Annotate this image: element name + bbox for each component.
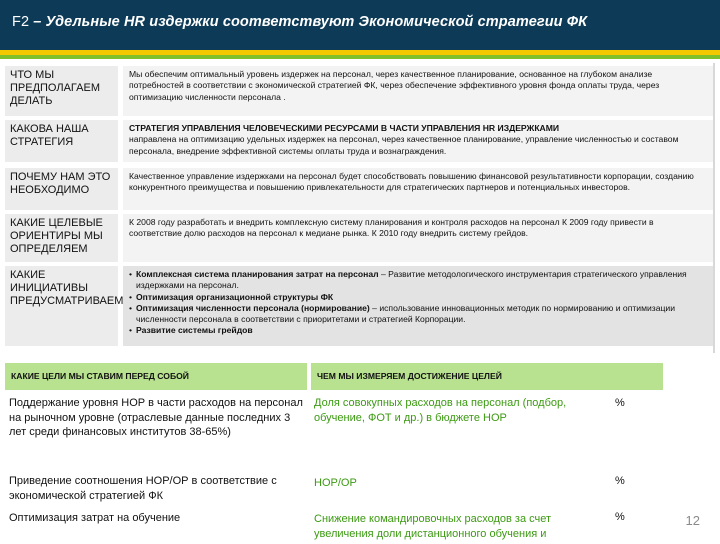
row-answer-block	[123, 120, 713, 162]
bullet-bold: Развитие системы грейдов	[136, 325, 253, 336]
bullet-bold: Оптимизация организационной структуры ФК	[136, 291, 334, 302]
table-header-goals: КАКИЕ ЦЕЛИ МЫ СТАВИМ ПЕРЕД СОБОЙ	[5, 363, 307, 390]
row-answer-heading: СТРАТЕГИЯ УПРАВЛЕНИЯ ЧЕЛОВЕЧЕСКИМИ РЕСУРСАМИ В ЧАСТИ УПРАВЛЕНИЯ HR ИЗДЕРЖКАМИ	[129, 123, 560, 133]
row-question: ПОЧЕМУ НАМ ЭТО НЕОБХОДИМО	[5, 168, 118, 210]
bullet-bold: Комплексная система планирования затрат на персонал	[136, 269, 379, 279]
slide-title	[12, 14, 587, 30]
table-cell-unit: %	[615, 511, 625, 523]
table-cell-unit: %	[615, 475, 625, 487]
table-header-measures: ЧЕМ МЫ ИЗМЕРЯЕМ ДОСТИЖЕНИЕ ЦЕЛЕЙ	[311, 363, 663, 390]
row-question: КАКИЕ ИНИЦИАТИВЫ ПРЕДУСМАТРИВАЕМ	[5, 266, 118, 346]
list-item	[129, 269, 707, 292]
table-cell-measure: НОР/ОР	[314, 477, 357, 489]
row-initiatives	[5, 266, 713, 346]
slide-title-text: – Удельные HR издержки соответствуют Экономической стратегии ФК	[29, 14, 588, 30]
row-answer: К 2008 году разработать и внедрить комплексную систему планирования и контроля расходов на персонал К 2009 году привести в соответствие долю расходов на персонал к медиане рынка. К 2010 году внедрить систему грейдов.	[123, 214, 713, 262]
bullet-text: – Развитие методологического инструментария стратегического управления издержками на персонал.	[136, 269, 687, 291]
row-question: КАКИЕ ЦЕЛЕВЫЕ ОРИЕНТИРЫ МЫ ОПРЕДЕЛЯЕМ	[5, 214, 118, 262]
row-what	[5, 66, 713, 116]
list-item	[129, 303, 707, 326]
row-answer: направлена на оптимизацию удельных издержек на персонал, через качественное планирование, управление численностью и составом персонала, внедрение эффективной системы оплаты труда и вознаграждения.	[129, 134, 679, 156]
table-cell-measure: Снижение командировочных расходов за счет увеличения доли дистанционного обучения и	[314, 513, 552, 540]
bullet-text: – использование инновационных методик по нормированию и оптимизации численности персонала в соответствии с приоритетами и стратегией Корпорации.	[136, 302, 676, 325]
row-answer: Качественное управление издержками на персонал будет способствовать повышению финансовой результативности корпорации, созданию конкурентного преимущества и повышению привлекательности для стратегических партнеров и потенциальных инвесторов.	[123, 168, 713, 210]
table-cell-goal: Поддержание уровня НОР в части расходов на персонал на рыночном уровне (отраслевые данные последних 3 лет среди финансовых институтов 38-65%)	[9, 397, 303, 438]
bullet-bold: Оптимизация численности персонала (нормирование)	[136, 302, 370, 313]
row-why	[5, 168, 713, 210]
list-item	[129, 292, 707, 303]
green-stripe	[0, 55, 720, 59]
row-targets	[5, 214, 713, 262]
row-answer-bullets	[123, 266, 713, 346]
page-number: 12	[685, 513, 700, 528]
slide-code: F2	[12, 14, 30, 30]
table-cell-goal: Приведение соотношения НОР/ОР в соответствие с экономической стратегией ФК	[9, 475, 277, 502]
table-cell-measure: Доля совокупных расходов на персонал (подбор, обучение, ФОТ и др.) в бюджете НОР	[314, 397, 567, 424]
list-item	[129, 325, 707, 336]
slide-header	[0, 0, 720, 50]
table-cell-unit: %	[615, 397, 625, 409]
divider-line	[713, 63, 715, 353]
table-cell-goal: Оптимизация затрат на обучение	[9, 512, 181, 524]
row-strategy	[5, 120, 713, 162]
row-answer: Мы обеспечим оптимальный уровень издержек на персонал, через качественное планирование, основанное на глубоком анализе потребностей в соответствии с экономической стратегией ФК, через обеспечение эффективного уровня фонда оплаты труда, через оптимизацию численности персонала .	[123, 66, 713, 116]
row-question: КАКОВА НАША СТРАТЕГИЯ	[5, 120, 118, 162]
row-question: ЧТО МЫ ПРЕДПОЛАГАЕМ ДЕЛАТЬ	[5, 66, 118, 116]
